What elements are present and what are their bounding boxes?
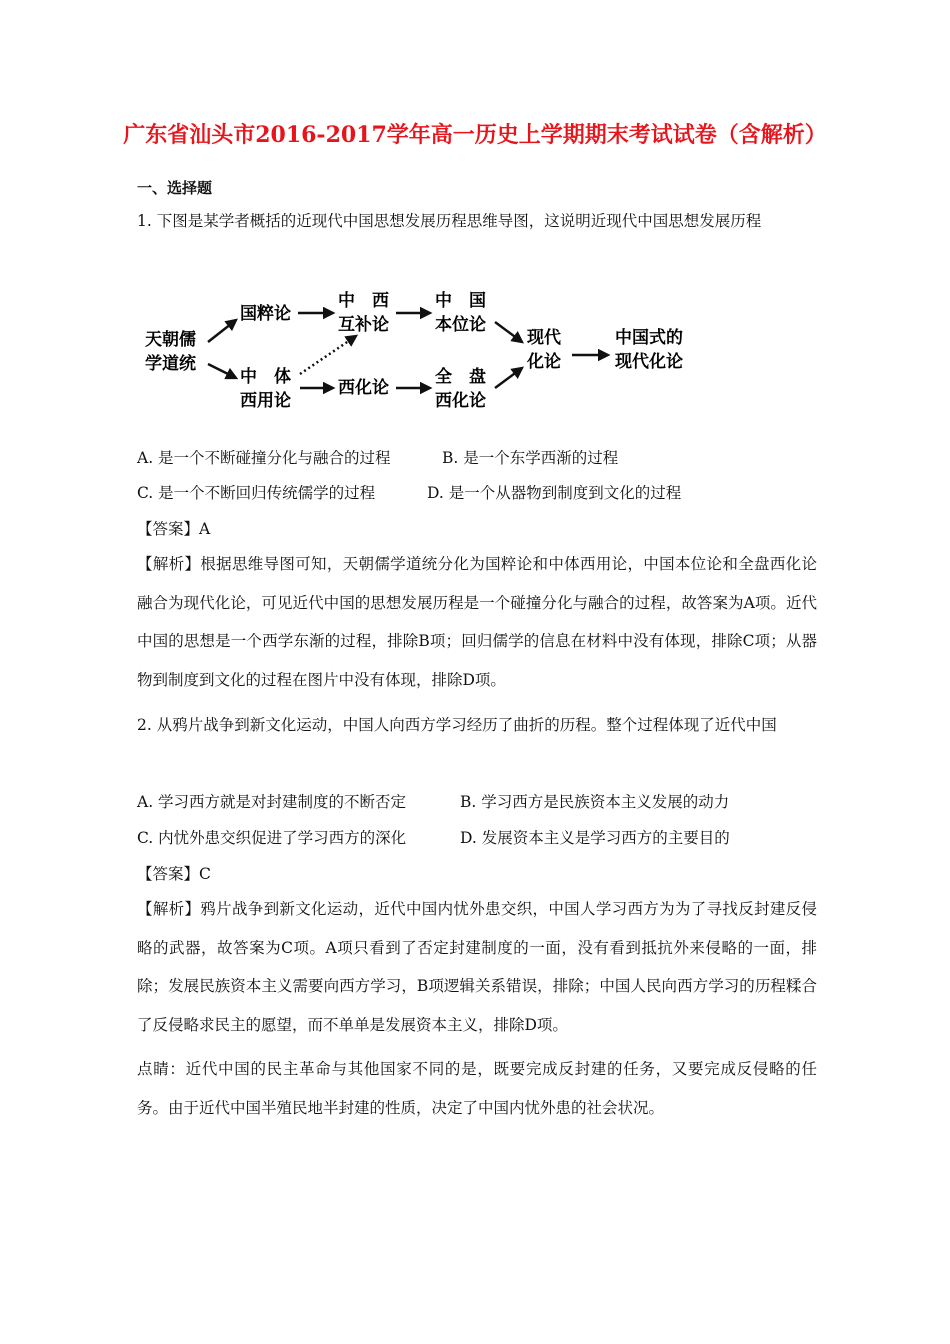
analysis-text: 鸦片战争到新文化运动，近代中国内忧外患交织，中国人学习西方为为了寻找反封建反侵略的武器，故答案为C项。A项只看到了否定封建制度的一面，没有看到抵抗外来侵略的一面，排除；发展民族资本主义需要向西方学习，B项逻辑关系错误，排除；中国人民向西方学习的历程糅合了反侵略求民主的愿望，而不单单是发展资本主义，排除D项。 (137, 900, 817, 1034)
question-2-options-row1 (137, 790, 729, 814)
node-zhongguoshi-line2: 现代化论 (615, 352, 683, 372)
question-1-options-row2 (137, 481, 681, 505)
question-2-option-c: C. 内忧外患交织促进了学习西方的深化 (137, 829, 407, 847)
arrow-quanpan-to-xiandaihua (495, 368, 522, 388)
answer-value: A (199, 520, 211, 538)
node-xihua: 西化论 (338, 378, 389, 398)
answer-value: C (199, 865, 211, 883)
question-1-option-c: C. 是一个不断回归传统儒学的过程 (137, 484, 376, 502)
answer-label: 【答案】 (137, 865, 200, 883)
question-2-answer (137, 862, 211, 886)
question-2-option-a: A. 学习西方就是对封建制度的不断否定 (137, 793, 407, 811)
question-2-note: 点睛：近代中国的民主革命与其他国家不同的是，既要完成反封建的任务，又要完成反侵略的任务。由于近代中国半殖民地半封建的性质，决定了中国内忧外患的社会状况。 (137, 1060, 817, 1117)
node-zhongti-line2: 西用论 (240, 391, 291, 411)
node-xiandaihua-line2: 化论 (527, 352, 561, 372)
node-xiandaihua-line1: 现代 (527, 328, 561, 348)
node-zhongguo-line2: 本位论 (435, 315, 486, 335)
node-tianchao-line1: 天朝儒 (145, 330, 196, 350)
document-title: 广东省汕头市2016-2017学年高一历史上学期期末考试试卷（含解析） (123, 122, 827, 148)
arrow-zhongti-to-zhongxi-dotted (300, 336, 356, 374)
question-2-stem: 2. 从鸦片战争到新文化运动，中国人向西方学习经历了曲折的历程。整个过程体现了近代中国 (137, 716, 777, 734)
analysis-text: 根据思维导图可知，天朝儒学道统分化为国粹论和中体西用论，中国本位论和全盘西化论融合为现代化论，可见近代中国的思想发展历程是一个碰撞分化与融合的过程，故答案为A项。近代中国的思想是一个西学东渐的过程，排除B项；回归儒学的信息在材料中没有体现，排除C项；从器物到制度到文化的过程在图片中没有体现，排除D项。 (137, 555, 817, 689)
mind-map-diagram (140, 282, 710, 414)
node-guocui: 国粹论 (240, 304, 291, 324)
question-2-option-d: D. 发展资本主义是学习西方的主要目的 (460, 829, 730, 847)
node-zhongti-line1: 中 体 (240, 367, 291, 387)
section-heading: 一、选择题 (137, 179, 213, 197)
node-zhongguoshi-line1: 中国式的 (615, 328, 683, 348)
question-1-option-b: B. 是一个东学西渐的过程 (442, 449, 619, 467)
question-1-analysis (137, 545, 817, 699)
node-zhongguo-line1: 中 国 (435, 291, 486, 311)
question-1-option-d: D. 是一个从器物到制度到文化的过程 (427, 484, 682, 502)
arrow-zhongguo-to-xiandaihua (495, 322, 522, 342)
arrow-to-guocui (208, 320, 236, 342)
node-quanpan-line2: 西化论 (435, 391, 486, 411)
node-tianchao-line2: 学道统 (145, 354, 196, 374)
analysis-label: 【解析】 (137, 555, 201, 573)
arrow-to-zhongti (208, 364, 236, 378)
question-1-options-row1 (137, 446, 618, 470)
question-2-analysis (137, 890, 817, 1044)
node-zhongxi-line2: 互补论 (338, 315, 389, 335)
node-quanpan-line1: 全 盘 (435, 367, 486, 387)
question-2-options-row2 (137, 826, 730, 850)
answer-label: 【答案】 (137, 520, 200, 538)
question-2-option-b: B. 学习西方是民族资本主义发展的动力 (460, 793, 730, 811)
node-zhongxi-line1: 中 西 (338, 291, 389, 311)
analysis-label: 【解析】 (137, 900, 201, 918)
question-1-answer (137, 517, 210, 541)
question-1-stem: 1. 下图是某学者概括的近现代中国思想发展历程思维导图，这说明近现代中国思想发展历程 (137, 212, 762, 230)
question-1-option-a: A. 是一个不断碰撞分化与融合的过程 (137, 449, 391, 467)
